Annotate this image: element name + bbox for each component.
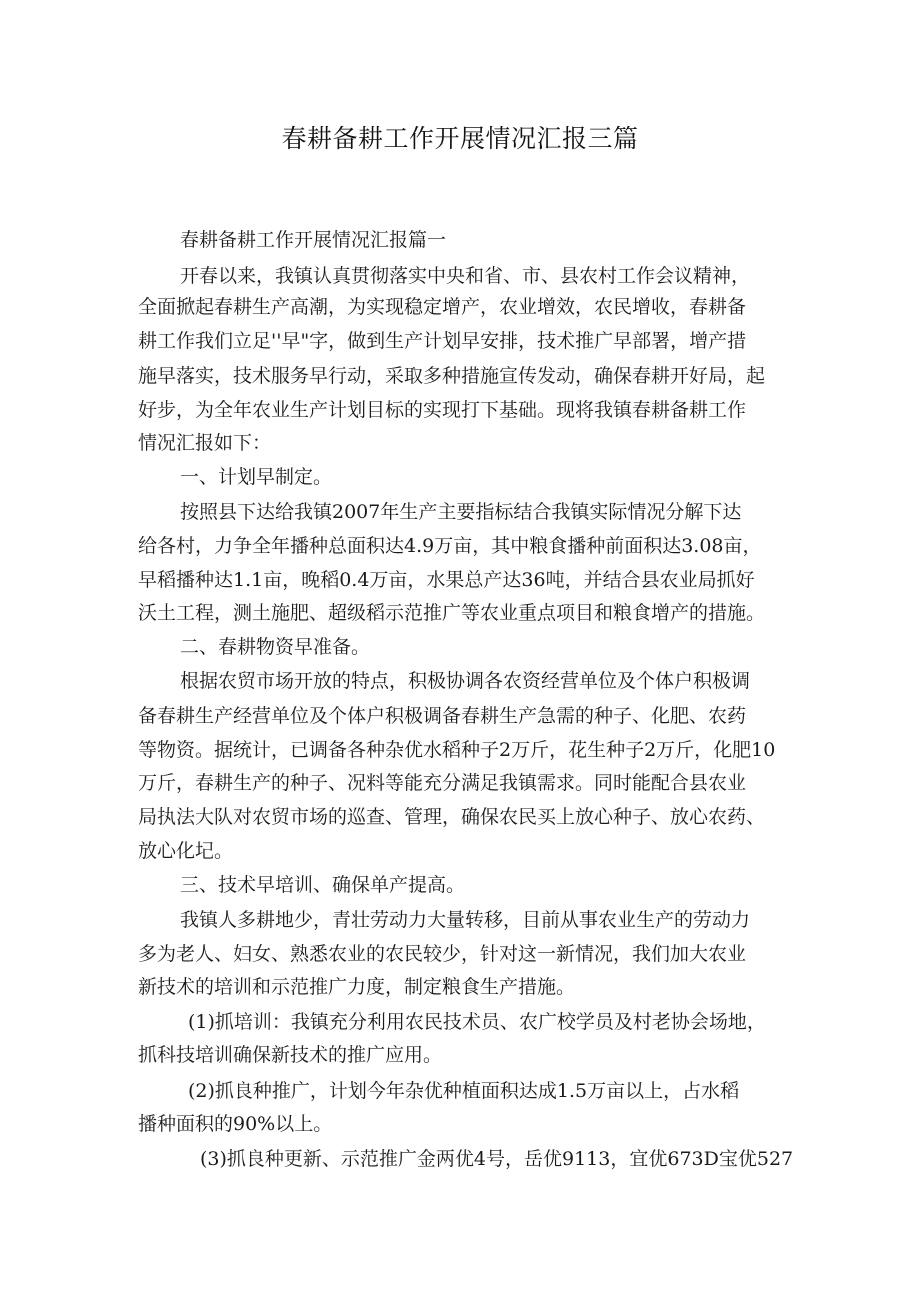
list-item-line: 抓科技培训确保新技术的推广应用。 [138,1044,443,1066]
subsection-heading: 一、计划早制定。 [180,466,333,488]
paragraph-line: 等物资。据统计，已调备各种杂优水稻种子2万斤，花生种子2万斤，化肥10 [138,739,776,761]
paragraph-line: 新技术的培训和示范推广力度，制定粮食生产措施。 [138,976,576,998]
subsection-heading: 三、技术早培训、确保单产提高。 [180,874,466,896]
paragraph-line: 开春以来，我镇认真贯彻落实中央和省、市、县农村工作会议精神， [180,265,751,287]
paragraph-line: 情况汇报如下： [138,432,272,454]
list-item-line: 播种面积的90%以上。 [138,1113,333,1135]
paragraph-line: 给各村，力争全年播种总面积达4.9万亩，其中粮食播种前面积达3.08亩， [138,535,762,557]
paragraph-line: 我镇人多耕地少，青壮劳动力大量转移，目前从事农业生产的劳动力 [180,909,751,931]
paragraph-line: 好步，为全年农业生产计划目标的实现打下基础。现将我镇春耕备耕工作 [138,399,747,421]
list-item-line: (1)抓培训：我镇充分利用农民技术员、农广校学员及村老协会场地， [188,1011,766,1033]
paragraph-line: 局执法大队对农贸市场的巡查、管理，确保农民买上放心种子、放心农药、 [138,806,766,828]
paragraph-line: 备春耕生产经营单位及个体户积极调备春耕生产急需的种子、化肥、农药 [138,705,747,727]
subsection-heading: 二、春耕物资早准备。 [180,636,371,658]
paragraph-line: 按照县下达给我镇2007年生产主要指标结合我镇实际情况分解下达 [180,501,742,523]
paragraph-line: 万斤，春耕生产的种子、况料等能充分满足我镇需求。同时能配合县农业 [138,772,747,794]
list-item-line: (2)抓良种推广，计划今年杂优种植面积达成1.5万亩以上，占水稻 [188,1080,740,1102]
paragraph-line: 施早落实，技术服务早行动，采取多种措施宣传发动，确保春耕开好局，起 [138,365,766,387]
paragraph-line: 耕工作我们立足''早"字，做到生产计划早安排，技术推广早部署，增产措 [138,330,747,352]
paragraph-line: 多为老人、妇女、熟悉农业的农民较少，针对这一新情况，我们加大农业 [138,943,747,965]
paragraph-line: 早稻播种达1.1亩，晚稻0.4万亩，水果总产达36吨，并结合县农业局抓好 [138,569,755,591]
section-heading: 春耕备耕工作开展情况汇报篇一 [180,229,447,251]
paragraph-line: 根据农贸市场开放的特点，积极协调各农资经营单位及个体户积极调 [180,670,751,692]
paragraph-line: 全面掀起春耕生产高潮，为实现稳定增产，农业增效，农民增收，春耕备 [138,296,747,318]
list-item-line: (3)抓良种更新、示范推广金两优4号，岳优9113，宜优673D宝优527 [200,1148,794,1170]
paragraph-line: 放心化圮。 [138,840,234,862]
paragraph-line: 沃土工程，测土施肥、超级稻示范推广等农业重点项目和粮食增产的措施。 [138,602,766,624]
document-title: 春耕备耕工作开展情况汇报三篇 [281,124,639,153]
